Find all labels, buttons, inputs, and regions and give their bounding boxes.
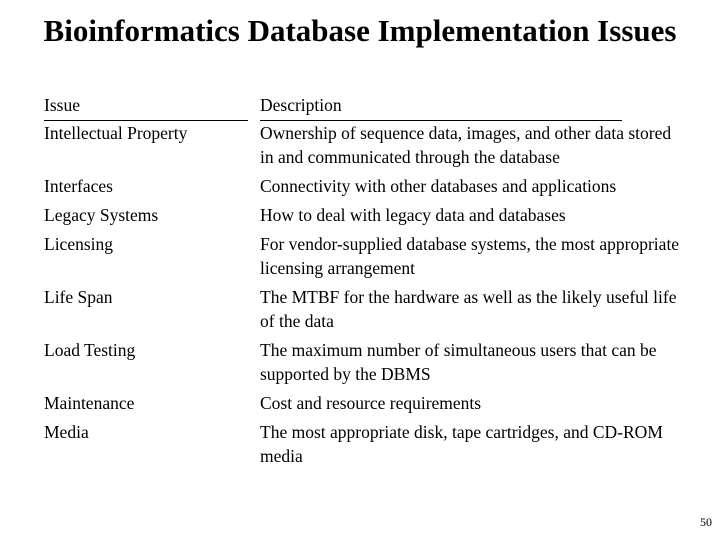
table-header-row — [44, 93, 684, 121]
description-cell: Connectivity with other databases and applications — [260, 176, 617, 196]
description-cell: The maximum number of simultaneous users that can be supported by the DBMS — [260, 340, 657, 384]
table-row — [44, 121, 684, 169]
issues-table — [44, 93, 684, 468]
page-number: 50 — [700, 515, 712, 529]
description-column-header: Description — [260, 93, 622, 121]
issue-cell: Life Span — [44, 287, 113, 307]
description-cell: The most appropriate disk, tape cartridges, and CD-ROM media — [260, 422, 663, 466]
issue-cell: Interfaces — [44, 176, 113, 196]
description-cell: Ownership of sequence data, images, and other data stored in and communicated through the database — [260, 123, 672, 167]
description-cell: For vendor-supplied database systems, the most appropriate licensing arrangement — [260, 234, 680, 278]
table-row — [44, 203, 684, 227]
issue-cell: Licensing — [44, 234, 114, 254]
table-row — [44, 420, 684, 468]
issue-cell: Maintenance — [44, 393, 135, 413]
description-cell: How to deal with legacy data and databases — [260, 205, 566, 225]
issue-cell: Legacy Systems — [44, 205, 159, 225]
issue-cell: Intellectual Property — [44, 123, 188, 143]
table-row — [44, 338, 684, 386]
table-row — [44, 174, 684, 198]
description-cell: Cost and resource requirements — [260, 393, 482, 413]
table-row — [44, 391, 684, 415]
table-row — [44, 285, 684, 333]
issue-cell: Media — [44, 422, 89, 442]
table-row — [44, 232, 684, 280]
slide-title: Bioinformatics Database Implementation Issues — [43, 13, 677, 48]
issue-cell: Load Testing — [44, 340, 136, 360]
issue-column-header: Issue — [44, 93, 248, 121]
description-cell: The MTBF for the hardware as well as the likely useful life of the data — [260, 287, 677, 331]
